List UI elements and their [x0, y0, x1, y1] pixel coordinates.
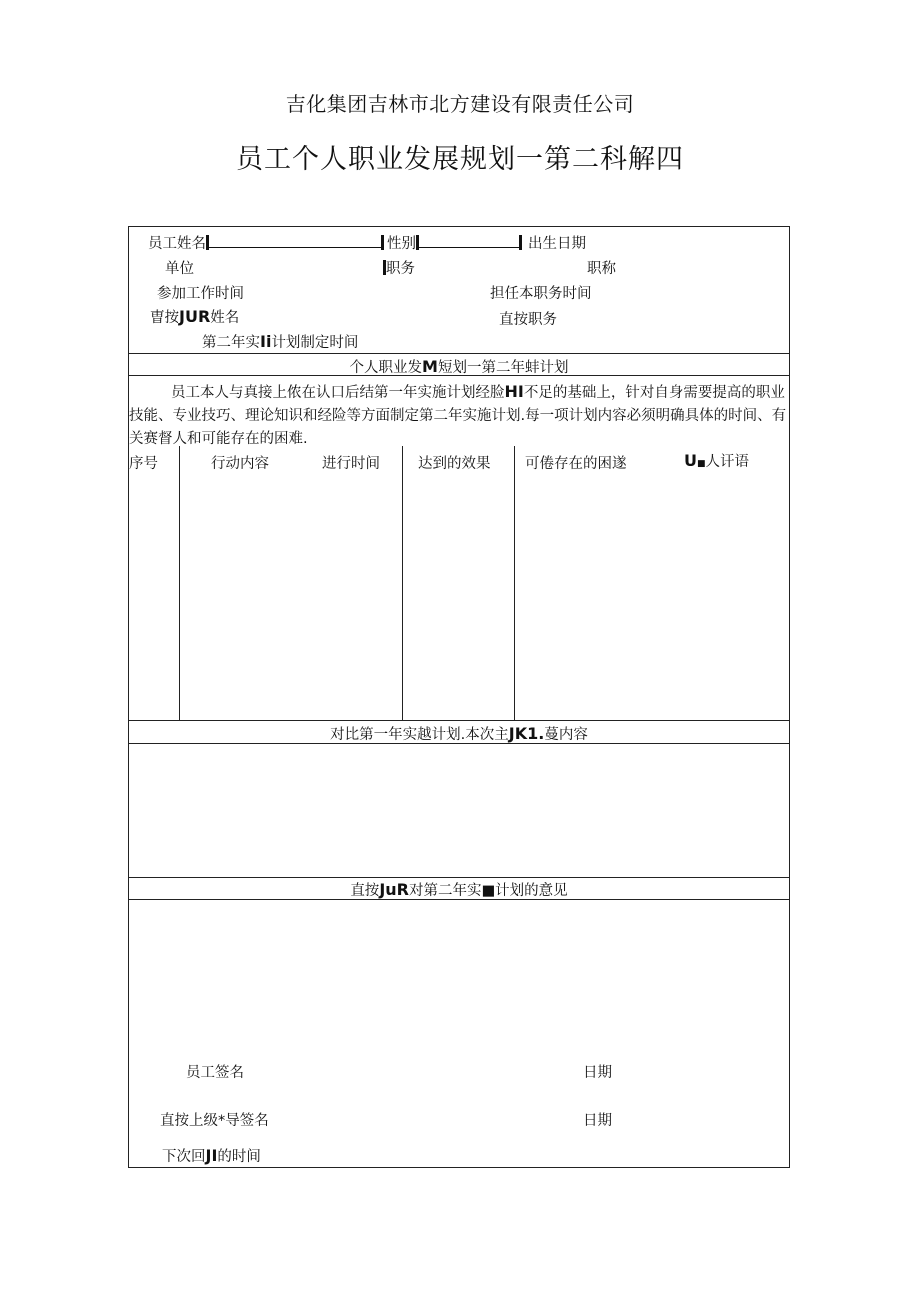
plan-date-pre: 第二年实: [202, 335, 260, 351]
col-review-header: [684, 450, 749, 471]
next-review-post: 的时间: [217, 1149, 261, 1165]
col-action-header: 行动内容: [211, 456, 269, 472]
employee-name-field[interactable]: [209, 233, 381, 248]
rank-label: 职称: [587, 261, 616, 277]
divider-table-bottom: [128, 720, 790, 721]
plan-date-post: 计划制定时间: [271, 335, 359, 351]
plan-date-label: [202, 331, 358, 352]
date-label-1: 日期: [583, 1065, 612, 1081]
section1-title: [129, 356, 789, 377]
plan-date-bold: Ii: [260, 332, 272, 351]
birth-date-label: 出生日期: [528, 236, 586, 252]
col-index-header: 序号: [129, 456, 158, 472]
supervisor-name-post: 姓名: [210, 310, 240, 326]
section3-title-bold: JuR: [379, 880, 409, 899]
supervisor-name-label: [150, 306, 239, 327]
divider-info-bottom: [128, 353, 790, 354]
section1-title-bold: M: [422, 357, 438, 376]
position-label: 职务: [386, 261, 415, 277]
instructions-post: 不足的基础上，针对自身需要提高的职业技能、专业技巧、理论知识和经险等方面制定第二年实施计划.每一项计划内容必须明确具体的时间、有关赛督人和可能存在的困难.: [129, 385, 787, 447]
supervisor-name-bold: JUR: [179, 307, 211, 326]
section2-title-bold: JK1.: [508, 724, 545, 743]
section3-title-post: 对第二年实■计划的意见: [408, 883, 568, 899]
section3-title: [129, 879, 789, 900]
gender-label: 性别: [387, 236, 416, 252]
section1-instructions: [129, 380, 791, 451]
section2-title: [129, 723, 789, 744]
employee-name-row: [148, 232, 384, 253]
work-start-label: 参加工作时间: [157, 286, 244, 302]
section3-title-pre: 直按: [350, 883, 380, 899]
supervisor-position-label: 直按职务: [499, 312, 557, 328]
instructions-bold: HI: [504, 382, 524, 401]
field-marker: [381, 235, 384, 250]
position-row: [383, 257, 415, 278]
next-review-label: [162, 1145, 261, 1166]
employee-signature-label: 员工签名: [186, 1065, 244, 1081]
employee-name-label: 员工姓名: [148, 236, 206, 252]
supervisor-name-pre: 曺按: [150, 310, 179, 326]
next-review-bold: JI: [205, 1146, 218, 1165]
next-review-pre: 下次回: [162, 1149, 206, 1165]
section1-title-pre: 个人职业发: [349, 360, 423, 376]
instructions-pre: 员工本人与真接上侬在认口后结第一年实施计划经脸: [171, 385, 505, 401]
section2-title-pre: 对比第一年实越计划.本次主: [330, 727, 509, 743]
table-cell-action-time[interactable]: [180, 476, 402, 719]
table-cell-effect[interactable]: [403, 476, 514, 719]
col-review-glyph: ■: [697, 459, 706, 469]
col-effect-header: 达到的效果: [418, 456, 491, 472]
table-cell-index[interactable]: [129, 476, 179, 719]
col-difficulty-header: 可倦存在的困遂: [525, 456, 627, 472]
unit-label: 单位: [165, 261, 194, 277]
field-marker: [519, 235, 522, 250]
col-review-post: 人讦语: [705, 454, 750, 470]
document-title: 员工个人职业发展规划一第二科解四: [236, 144, 684, 175]
date-label-2: 日期: [583, 1113, 612, 1129]
col-review-bold: U: [684, 451, 697, 470]
gender-field[interactable]: [419, 233, 519, 248]
table-cell-difficulty-review[interactable]: [515, 476, 789, 719]
divider-section2-bottom: [128, 877, 790, 878]
section3-content-area[interactable]: [129, 900, 789, 1040]
section2-content-area[interactable]: [129, 744, 789, 876]
section2-title-post: 蔓内容: [544, 727, 588, 743]
current-position-time-label: 担任本职务时间: [490, 286, 592, 302]
col-time-header: 进行时间: [322, 456, 380, 472]
gender-row: [387, 232, 522, 253]
company-name: 吉化集团吉林市北方建设有限责任公司: [285, 92, 635, 116]
supervisor-signature-label: 直按上级*导签名: [160, 1113, 269, 1129]
section1-title-post: 短划一第二年蚌计划: [437, 360, 569, 376]
